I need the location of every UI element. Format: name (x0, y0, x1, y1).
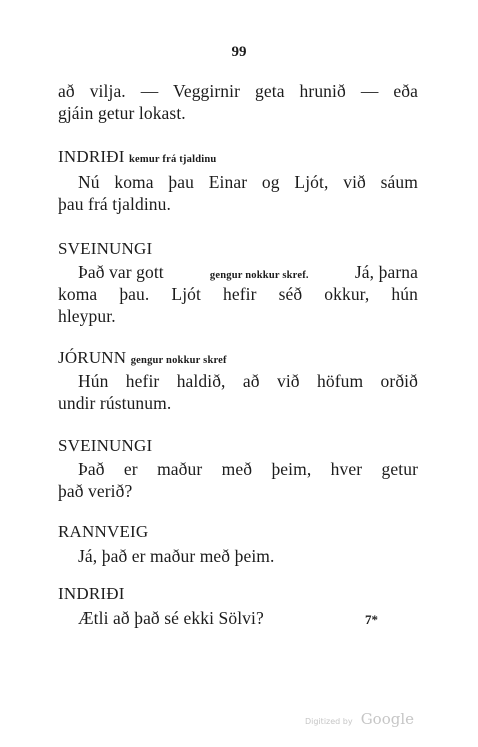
text-line: hleypur. (58, 306, 116, 326)
speaker-line (58, 347, 227, 372)
text-fragment: Já, þarna (354, 262, 418, 282)
watermark-prefix: Digitized by (305, 717, 353, 726)
speaker-line (58, 146, 216, 171)
speaker-name: INDRIÐI (58, 584, 125, 603)
text-line: undir rústunum. (58, 393, 172, 413)
text-line: Já, það er maður með þeim. (78, 546, 275, 566)
speaker-name: RANNVEIG (58, 522, 149, 541)
speaker-name: SVEINUNGI (58, 436, 153, 455)
text-line: Hún hefir haldið, að við höfum orðið (78, 371, 418, 391)
text-line: koma þau. Ljót hefir séð okkur, hún (58, 284, 418, 304)
text-line: gjáin getur lokast. (58, 103, 186, 123)
digitization-watermark (305, 709, 414, 728)
text-line: Nú koma þau Einar og Ljót, við sáum (78, 172, 418, 192)
text-line: að vilja. — Veggirnir geta hrunið — eða (58, 81, 418, 101)
text-line: þau frá tjaldinu. (58, 194, 171, 214)
stage-direction: kemur frá tjaldinu (129, 154, 217, 165)
text-line: það verið? (58, 481, 133, 501)
stage-direction: gengur nokkur skref (130, 355, 227, 366)
text-line: Ætli að það sé ekki Sölvi? (78, 608, 264, 628)
signature-mark: 7* (365, 612, 378, 627)
speaker-name: SVEINUNGI (58, 239, 153, 258)
stage-direction: gengur nokkur skref. (209, 270, 309, 281)
page-number: 99 (231, 44, 247, 60)
text-line: Það er maður með þeim, hver getur (78, 459, 418, 479)
speaker-name: INDRIÐI (58, 147, 125, 166)
text-fragment: Það var gott (78, 262, 164, 282)
speaker-name: JÓRUNN (58, 348, 127, 367)
watermark-brand: Google (360, 710, 415, 728)
